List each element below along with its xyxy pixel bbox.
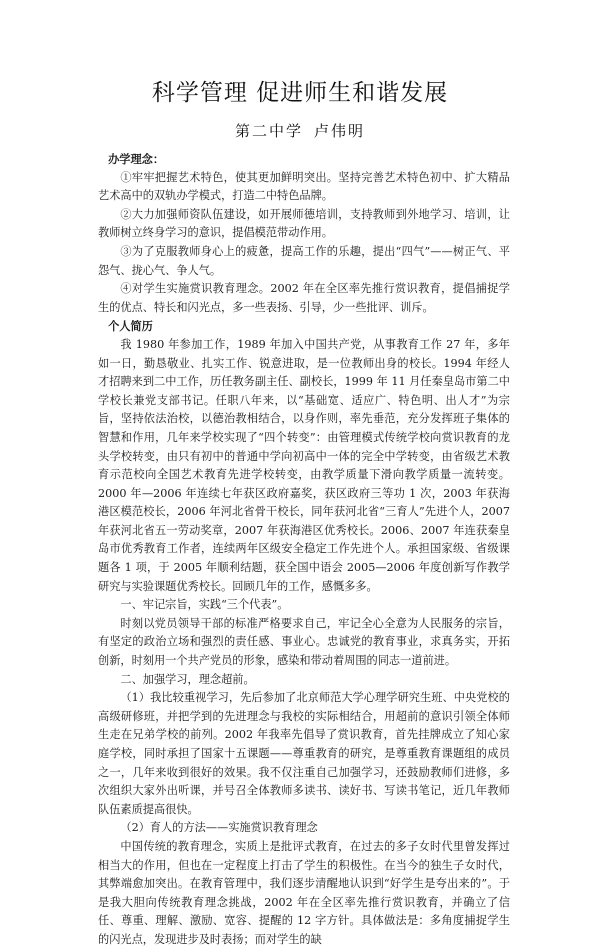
concept-item-3: ③为了克服教师身心上的疲惫，提高工作的乐趣，提出“四气”——树正气、平怨气、拢心气、争人气。 [98, 244, 510, 277]
section1-heading: 一、牢记宗旨，实践“三个代表”。 [120, 598, 289, 612]
concept-item-4: ④对学生实施赏识教育理念。2002 年在全区率先推行赏识教育，提倡捕捉学生的优点、特长和闪光点，多一些表扬、引导，少一些批评、训斥。 [98, 282, 510, 314]
concept-item-1: ①牢牢把握艺术特色，使其更加鲜明突出。坚持完善艺术特色初中、扩大精品艺术高中的双轨办学模式，打造二中特色品牌。 [98, 170, 510, 203]
concept-item-2: ②大力加强师资队伍建设，如开展师德培训，支持教师到外地学习、培训，让教师树立终身学习的意识，提倡模范带动作用。 [98, 207, 510, 240]
section1-paragraph: 时刻以党员领导干部的标准严格要求自己，牢记全心全意为人民服务的宗旨，有坚定的政治立场和强烈的责任感、事业心。忠诚党的教育事业，求真务实，开拓创新，时刻用一个共产党员的形象，感染和带动着周围的同志一道前进。 [98, 616, 510, 668]
concept-heading: 办学理念： [108, 152, 165, 166]
profile-paragraph: 我 1980 年参加工作，1989 年加入中国共产党，从事教育工作 27 年，多年如一日，勤恳敬业、扎实工作、锐意进取，是一位教师出身的校长。1994 年经人才招聘来到二中工作，历任教务副主任、副校长，1999 年 11 月任秦皇岛市第二中学校长兼党支部书记。任职八年来，以“基础宽、适应广、特色明、出人才”为宗旨，坚持依法治校，以德治教相结合，以身作则，率先垂范，充分发挥班子集体的智慧和作用，几年来学校实现了“四个转变”：由管理模式传统学校向赏识教育的龙头学校转变，由只有初中的普通中学向初高中一体的完全中学转变，由省级艺术教育示范校向全国艺术教育先进学校转变，由教学质量下滑向教学质量一流转变。2000 年—2006 年连续七年获区政府嘉奖，获区政府三等功 1 次，2003 年获海港区模范校长，2006 年河北省骨干校长，同年获河北省“三育人”先进个人，2007 年获河北省五一劳动奖章，2007 年获海港区优秀校长。2006、2007 年连获秦皇岛市优秀教育工作者，连续两年区级安全稳定工作先进个人。承担国家级、省级课题各 1 项，于 2005 年顺利结题，获全国中语会 2005—2006 年度创新写作教学研究与实验课题优秀校长。回顾几年的工作，感慨多多。 [98, 337, 510, 593]
section2-heading: 二、加强学习，理念超前。 [120, 672, 255, 686]
document-title: 科学管理 促进师生和谐发展 [151, 80, 449, 106]
document-body [98, 150, 510, 950]
section2-sub1-paragraph: （1）我比较重视学习，先后参加了北京师范大学心理学研究生班、中央党校的高级研修班，并把学到的先进理念与我校的实际相结合，用超前的意识引领全体师生走在兄弟学校的前列。2002 年我率先倡导了赏识教育，首先挂牌成立了知心家庭学校，同时承担了国家十五课题——尊重教育的研究，是尊重教育课题组的成员之一，几年来收到很好的效果。我不仅注重自己加强学习，还鼓励教师们进修，多次组织大家外出听课，并号召全体教师多读书、读好书、写读书笔记，近几年教师队伍素质提高很快。 [98, 691, 510, 816]
section2-sub2-heading: （2）育人的方法——实施赏识教育理念 [120, 821, 318, 835]
profile-heading: 个人简历 [108, 319, 153, 334]
document-author: 第二中学 卢伟明 [234, 122, 366, 140]
section2-sub2-paragraph: 中国传统的教育理念，实质上是批评式教育，在过去的多子女时代里曾发挥过相当大的作用，但也在一定程度上打击了学生的积极性。在当今的独生子女时代，其弊端愈加突出。在教育管理中，我们逐步清醒地认识到“好学生是夸出来的”。于是我大胆向传统教育理念挑战，2002 年在全区率先推行赏识教育，并确立了信任、尊重、理解、激励、宽容、提醒的 12 字方针。具体做法是：多角度捕捉学生的闪光点，发现进步及时表扬；而对学生的缺 [98, 839, 510, 946]
